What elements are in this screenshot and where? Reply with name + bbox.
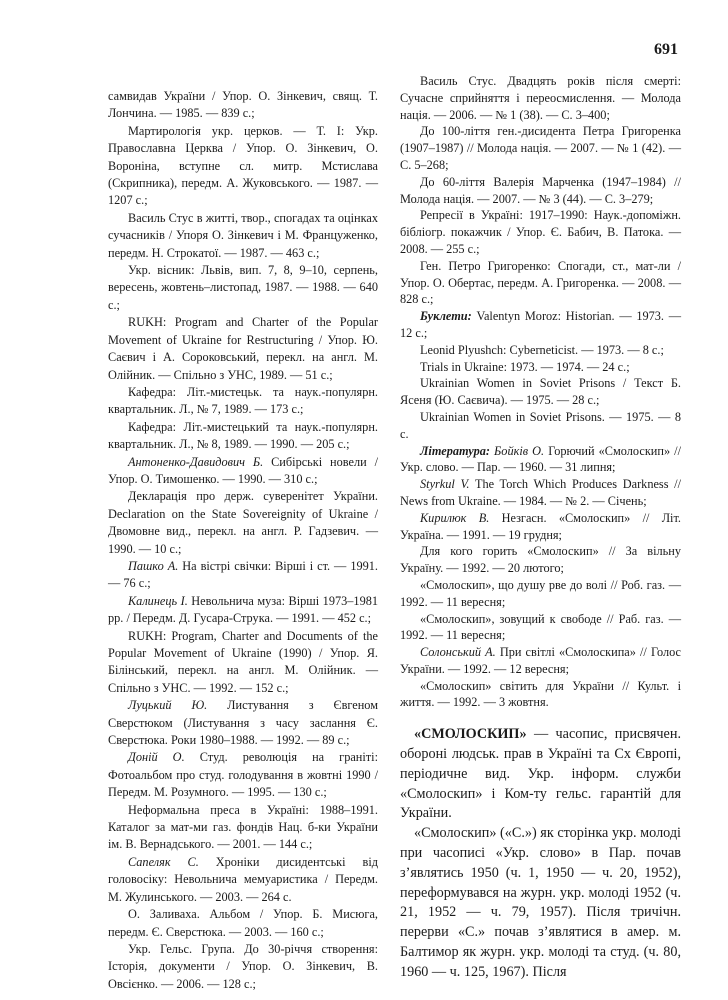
bibliography-entry	[108, 210, 378, 262]
entry-author: Сапеляк С.	[128, 854, 199, 869]
entry-author: Кирилюк В.	[420, 510, 490, 525]
bibliography-entry	[108, 488, 378, 558]
bibliography-entry	[400, 123, 681, 173]
entry-text: RUKH: Program and Charter of the Popular Movement of Ukraine for Restructuring / Упор. Ю. Саєвич і А. Сороковський, перекл. на англ. М. Олійник. — Спільно з УНС, 1989. — 51 с.;	[108, 315, 378, 382]
bibliography-entry	[108, 593, 378, 628]
bibliography-entry	[108, 906, 378, 941]
bibliography-entry	[108, 384, 378, 419]
bibliography-entry	[108, 697, 378, 749]
entry-author: Солонський А.	[420, 645, 496, 660]
entry-text: Листування з Євгеном Сверстюком (Листування з часу заслання Є. Сверстюка. Роки 1980–1988. — 1992. — 89 с.;	[108, 698, 379, 748]
entry-text: Leonid Plyushch: Cyberneticist. — 1973. — 8 с.;	[420, 342, 664, 357]
entry-author: Калинець І.	[128, 593, 188, 608]
bibliography-entry	[400, 174, 681, 208]
bibliography-entry	[400, 678, 681, 712]
entry-text: Для кого горить «Смолоскип» // За вільну Україну. — 1992. — 20 лютого;	[400, 544, 681, 576]
entry-text: Незгасн. «Смолоскип» // Літ. Україна. — 1991. — 19 грудня;	[400, 510, 681, 542]
bibliography-entry	[400, 510, 681, 544]
bibliography-entry	[400, 409, 681, 443]
entry-text: «Смолоскип», що душу рве до волі // Роб. газ. — 1992. — 11 вересня;	[400, 577, 681, 609]
bibliography-entry	[108, 941, 378, 993]
article-headword: «СМОЛОСКИП»	[414, 726, 527, 743]
entry-section-label: Буклети:	[420, 309, 472, 324]
encyclopedia-article	[400, 725, 681, 982]
bibliography-entry	[400, 375, 681, 409]
bibliography-entry	[108, 88, 378, 123]
entry-text: самвидав України / Упор. О. Зінкевич, свящ. Т. Лончина. — 1985. — 839 с.;	[108, 89, 378, 121]
bibliography-entry	[400, 73, 681, 123]
entry-text: Василь Стус. Двадцять років після смерті: Сучасне сприйняття і переосмислення. — Молода нація. — 2006. — № 1 (38). — С. 3–400;	[400, 74, 681, 122]
entry-text: Сибірські новели / Упор. О. Тимошенко. — 1990. — 310 с.;	[108, 454, 378, 486]
entry-author: Бойків О.	[494, 443, 545, 458]
entry-text: Хроніки дисидентські від головосіку: Невольнича мемуаристика / Передм. М. Жулинського. — 2003. — 264 с.	[108, 854, 379, 904]
bibliography-entry	[400, 611, 681, 645]
bibliography-entry	[108, 419, 378, 454]
bibliography-entry	[400, 207, 681, 257]
bibliography-entry	[400, 644, 681, 678]
entry-author: Луцький Ю.	[128, 698, 208, 713]
article-definition: — часопис, присвячен. обороні людськ. прав в Україні та Сх Європі, періодичне вид. Укр. інформ. служби «Смолоскип» і Ком-ту гельс. гарантій для України.	[400, 726, 681, 822]
entry-text: На вістрі свічки: Вірші і ст. — 1991. — 76 с.;	[108, 558, 378, 591]
entry-text: Ген. Петро Григоренко: Спогади, ст., мат-ли / Упор. О. Обертас, передм. А. Григоренка. — 2008. — 828 с.;	[400, 258, 681, 307]
bibliography-entry	[108, 558, 378, 593]
entry-text: Неформальна преса в Україні: 1988–1991. Каталог за мат-ми газ. фондів Нац. б-ки України ім. В. Вернадського. — 2001. — 144 с.;	[108, 802, 378, 852]
bibliography-entry	[108, 314, 378, 384]
entry-author: Пашко А.	[128, 558, 179, 573]
entry-text: Декларація про держ. суверенітет України. Declaration on the State Sovereignity of Ukraine / Двомовне вид., перекл. на англ. Р. Гадзевич. — 1990. — 10 с.;	[108, 489, 378, 556]
bibliography-entry	[108, 262, 378, 314]
page-number: 691	[654, 41, 678, 58]
entry-text: Ukrainian Women in Soviet Prisons. — 1975. — 8 с.	[400, 409, 681, 441]
entry-text: При світлі «Смолоскипа» // Голос України. — 1992. — 12 вересня;	[400, 645, 682, 676]
entry-author: Доній О.	[128, 750, 185, 765]
entry-text: Мартирологія укр. церков. — Т. I: Укр. Православна Церква / Упор. О. Зінкевич, О. Вороніна, вступне сл. митр. Мстислава (Скрипника), передм. А. Жуковського. — 1987. — 1207 с.;	[108, 123, 378, 208]
bibliography-entry	[400, 476, 681, 510]
entry-text: Ukrainian Women in Soviet Prisons / Текст Б. Ясеня (Ю. Саєвича). — 1975. — 28 с.;	[400, 376, 681, 408]
entry-text: Невольнича муза: Вірші 1973–1981 рр. / Передм. Д. Гусара-Струка. — 1991. — 452 с.;	[108, 593, 379, 626]
entry-text: Trials in Ukraine: 1973. — 1974. — 24 с.;	[420, 359, 630, 374]
right-column	[400, 73, 681, 983]
bibliography-entry	[400, 443, 681, 477]
entry-text: До 60-ліття Валерія Марченка (1947–1984) // Молода нація. — 2007. — № 3 (44). — С. 3–279;	[400, 174, 681, 206]
entry-text: Укр. вісник: Львів, вип. 7, 8, 9–10, серпень, вересень, жовтень–листопад, 1987. — 1988. — 640 с.;	[108, 263, 378, 312]
entry-author: Styrkul V.	[420, 477, 470, 492]
bibliography-entry	[108, 749, 378, 801]
entry-text: Valentyn Moroz: Historian. — 1973. — 12 с.;	[400, 309, 681, 340]
entry-text: Репресії в Україні: 1917–1990: Наук.-допоміжн. бібліогр. покажчик / Упор. Є. Бабич, В. Патока. — 2008. — 255 с.;	[400, 208, 681, 256]
article-paragraph: «Смолоскип» («С.») як сторінка укр. молоді при часописі «Укр. слово» в Пар. почав з’являтись 1950 (ч. 1, 1950 — ч. 20, 1952), переформувався на журн. укр. молоді 1952 (ч. 21, 1952 — ч. 79, 1957). Після тричічн. перерви «С.» почав з’являтися в амер. м. Балтимор як журн. укр. молоді та студ. (ч. 80, 1960 — ч. 125, 1967). Після	[400, 825, 681, 980]
bibliography-entry	[108, 802, 378, 854]
entry-text: The Torch Which Produces Darkness // News from Ukraine. — 1984. — № 2. — Січень;	[400, 477, 682, 508]
entry-text: Кафедра: Літ.-мистецьк. та наук.-популярн. квартальник. Л., № 7, 1989. — 173 с.;	[108, 384, 378, 417]
left-column	[108, 88, 378, 993]
entry-section-label: Література:	[420, 443, 490, 458]
article-paragraph	[400, 725, 681, 824]
bibliography-entry	[108, 854, 378, 906]
entry-text: До 100-ліття ген.-дисидента Петра Григоренка (1907–1987) // Молода нація. — 2007. — № 1 (42). — С. 5–268;	[400, 124, 681, 172]
entry-text: Студ. революція на граніті: Фотоальбом про студ. голодування в жовтні 1990 / Передм. М. Розумного. — 1995. — 130 с.;	[108, 750, 379, 800]
bibliography-entry	[108, 628, 378, 698]
entry-text: Укр. Гельс. Група. До 30-річчя створення: Історія, документи / Упор. О. Зінкевич, В. Овсієнко. — 2006. — 128 с.;	[108, 941, 378, 991]
entry-text: Горючий «Смолоскип» // Укр. слово. — Пар. — 1960. — 31 липня;	[400, 443, 682, 475]
entry-text: Кафедра: Літ.-мистецький та наук.-популярн. квартальник. Л., № 8, 1989. — 1990. — 205 с.;	[108, 419, 378, 452]
bibliography-entry	[108, 454, 378, 489]
entry-text: Василь Стус в житті, твор., спогадах та оцінках сучасників / Упоря О. Зінкевич і М. Француженко, передм. Н. Строкатої. — 1987. — 463 с.;	[108, 210, 378, 260]
entry-text: «Смолоскип», зовущий к свободе // Раб. газ. — 1992. — 11 вересня;	[400, 611, 681, 643]
bibliography-entry	[400, 577, 681, 611]
entry-text: «Смолоскип» світить для України // Культ. і життя. — 1992. — 3 жовтня.	[400, 678, 681, 710]
bibliography-entry	[400, 359, 681, 376]
bibliography-entry	[400, 308, 681, 342]
entry-author: Антоненко-Давидович Б.	[128, 454, 264, 469]
bibliography-entry	[400, 342, 681, 359]
bibliography-entry	[108, 123, 378, 210]
bibliography-entry	[400, 258, 681, 308]
bibliography-entry	[400, 543, 681, 577]
entry-text: RUKH: Program, Charter and Documents of the Popular Movement of Ukraine (1990) / Упор. Я. Білінський, перекл. на англ. М. Олійник. — Спільно з УНС. — 1992. — 152 с.;	[108, 628, 378, 695]
entry-text: О. Заливаха. Альбом / Упор. Б. Мисюга, передм. Є. Сверстюка. — 2003. — 160 с.;	[108, 907, 378, 939]
